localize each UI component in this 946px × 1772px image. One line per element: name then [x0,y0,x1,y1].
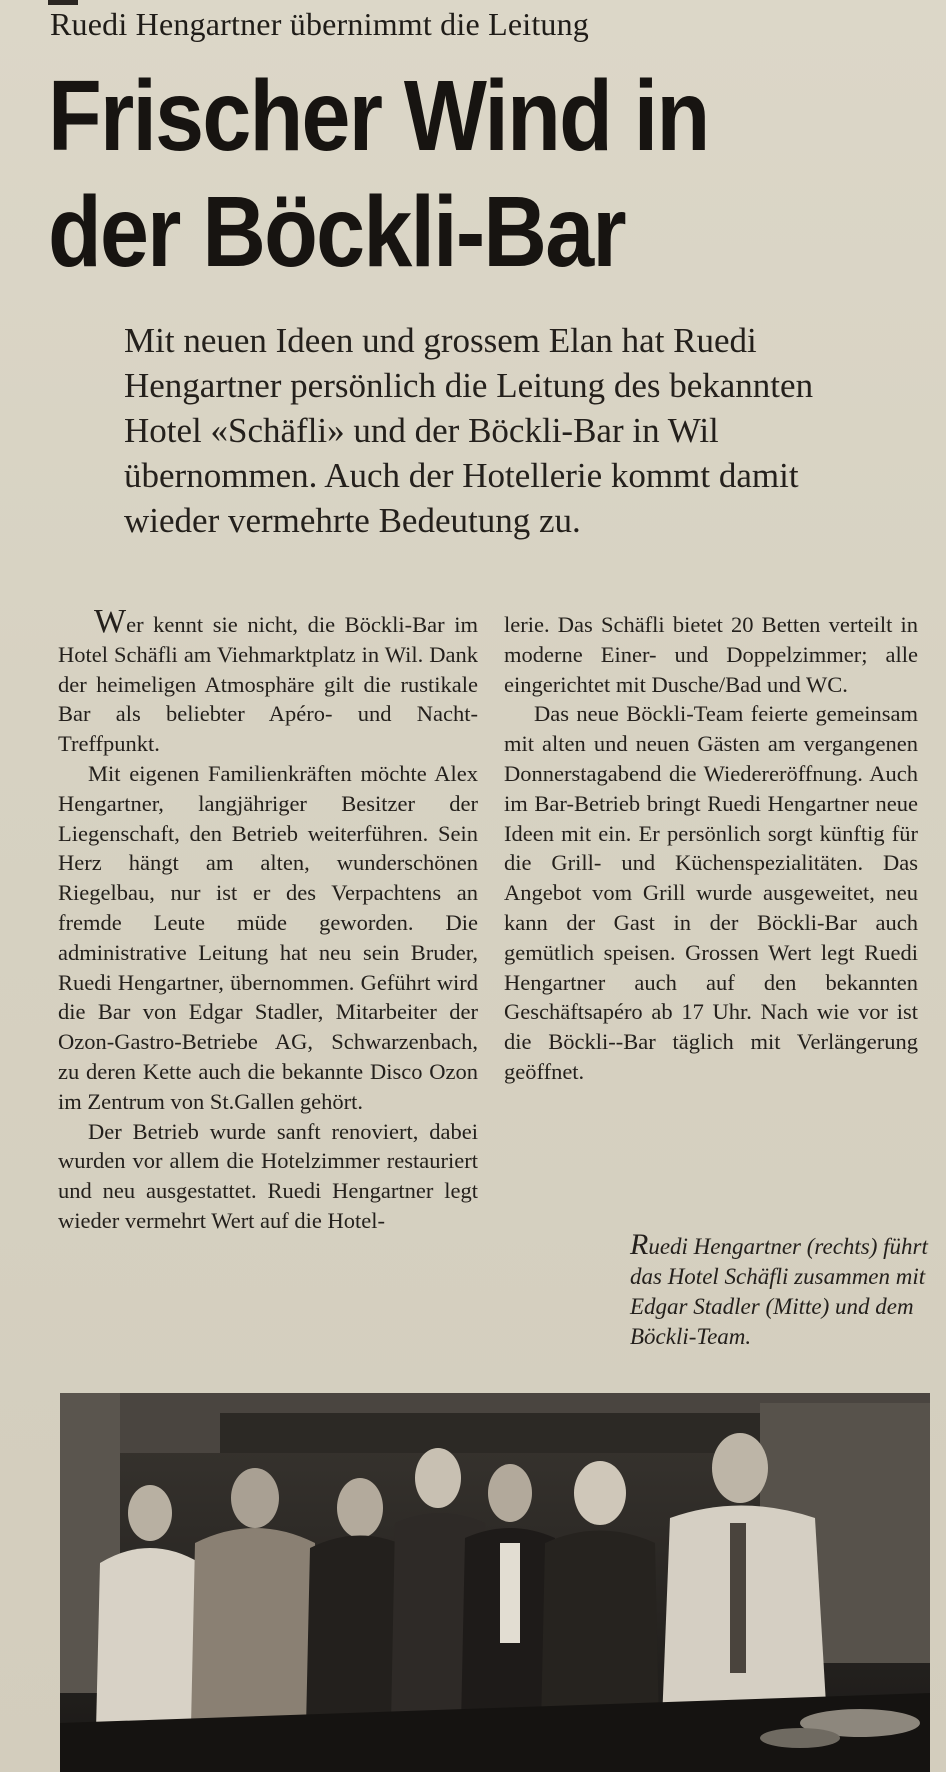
initial-letter: W [94,603,127,640]
caption-text: uedi Hengartner (rechts) führt das Hotel Schäfli zusammen mit Edgar Stadler (Mitte) und dem Böckli-Team. [630,1234,928,1349]
body-paragraph: Das neue Böckli-Team feierte gemeinsam mit alten und neuen Gästen am vergangenen Donnerstagabend die Wiedereröffnung. Auch im Bar-Betrieb bringt Ruedi Hengartner neue Ideen mit ein. Er persönlich sorgt künftig für die Grill- und Küchenspezialitäten. Das Angebot vom Grill wurde ausgeweitet, neu kann der Gast in der Böckli-Bar auch gemütlich speisen. Grossen Wert legt Ruedi Hengartner auch auf den bekannten Geschäftsapéro ab 17 Uhr. Nach wie vor ist die Böckli--Bar täglich mit Verlängerung geöffnet. [504,701,918,1084]
body-paragraph: lerie. Das Schäfli bietet 20 Betten verteilt in moderne Einer- und Doppelzimmer; alle eingerichtet mit Dusche/Bad und WC. [504,612,918,697]
body-paragraph: Der Betrieb wurde sanft renoviert, dabei wurden vor allem die Hotelzimmer restauriert und neu ausgestattet. Ruedi Hengartner legt wieder vermehrt Wert auf die Hotel- [58,1118,478,1233]
body-column-right [504,610,918,1087]
body-column-left [58,603,478,1236]
body-paragraph [58,603,478,759]
team-photo-illustration [60,1393,930,1772]
body-paragraph: Mit eigenen Familienkräften möchte Alex Hengartner, langjähriger Besitzer der Liegenschaft, den Betrieb weiterführen. Sein Herz hängt am alten, wunderschönen Riegelbau, nur ist er des Verpachtens an fremde Leute müde geworden. Die administrative Leitung hat neu sein Bruder, Ruedi Hengartner, übernommen. Geführt wird die Bar von Edgar Stadler, Mitarbeiter der Ozon-Gastro-Betriebe AG, Schwarzenbach, zu deren Kette auch die bekannte Disco Ozon im Zentrum von St.Gallen gehört. [58,760,478,1114]
team-photo [60,1393,930,1772]
paragraph-text: er kennt sie nicht, die Böckli-Bar im Hotel Schäfli am Viehmarktplatz in Wil. Dank der heimeligen Atmosphäre gilt die rustikale Bar als beliebter Apéro- und Nacht-Treffpunkt. [58,612,478,757]
caption-initial: R [630,1228,649,1261]
photo-caption [630,1230,930,1352]
article-kicker: Ruedi Hengartner übernimmt die Leitung [50,6,590,42]
article-headline: Frischer Wind in der Böckli-Bar [48,60,709,288]
article-lead: Mit neuen Ideen und grossem Elan hat Ruedi Hengartner persönlich die Leitung des bekannten Hotel «Schäfli» und der Böckli-Bar in Wil übernommen. Auch der Hotellerie kommt damit wieder vermehrte Bedeutung zu. [124,321,814,540]
